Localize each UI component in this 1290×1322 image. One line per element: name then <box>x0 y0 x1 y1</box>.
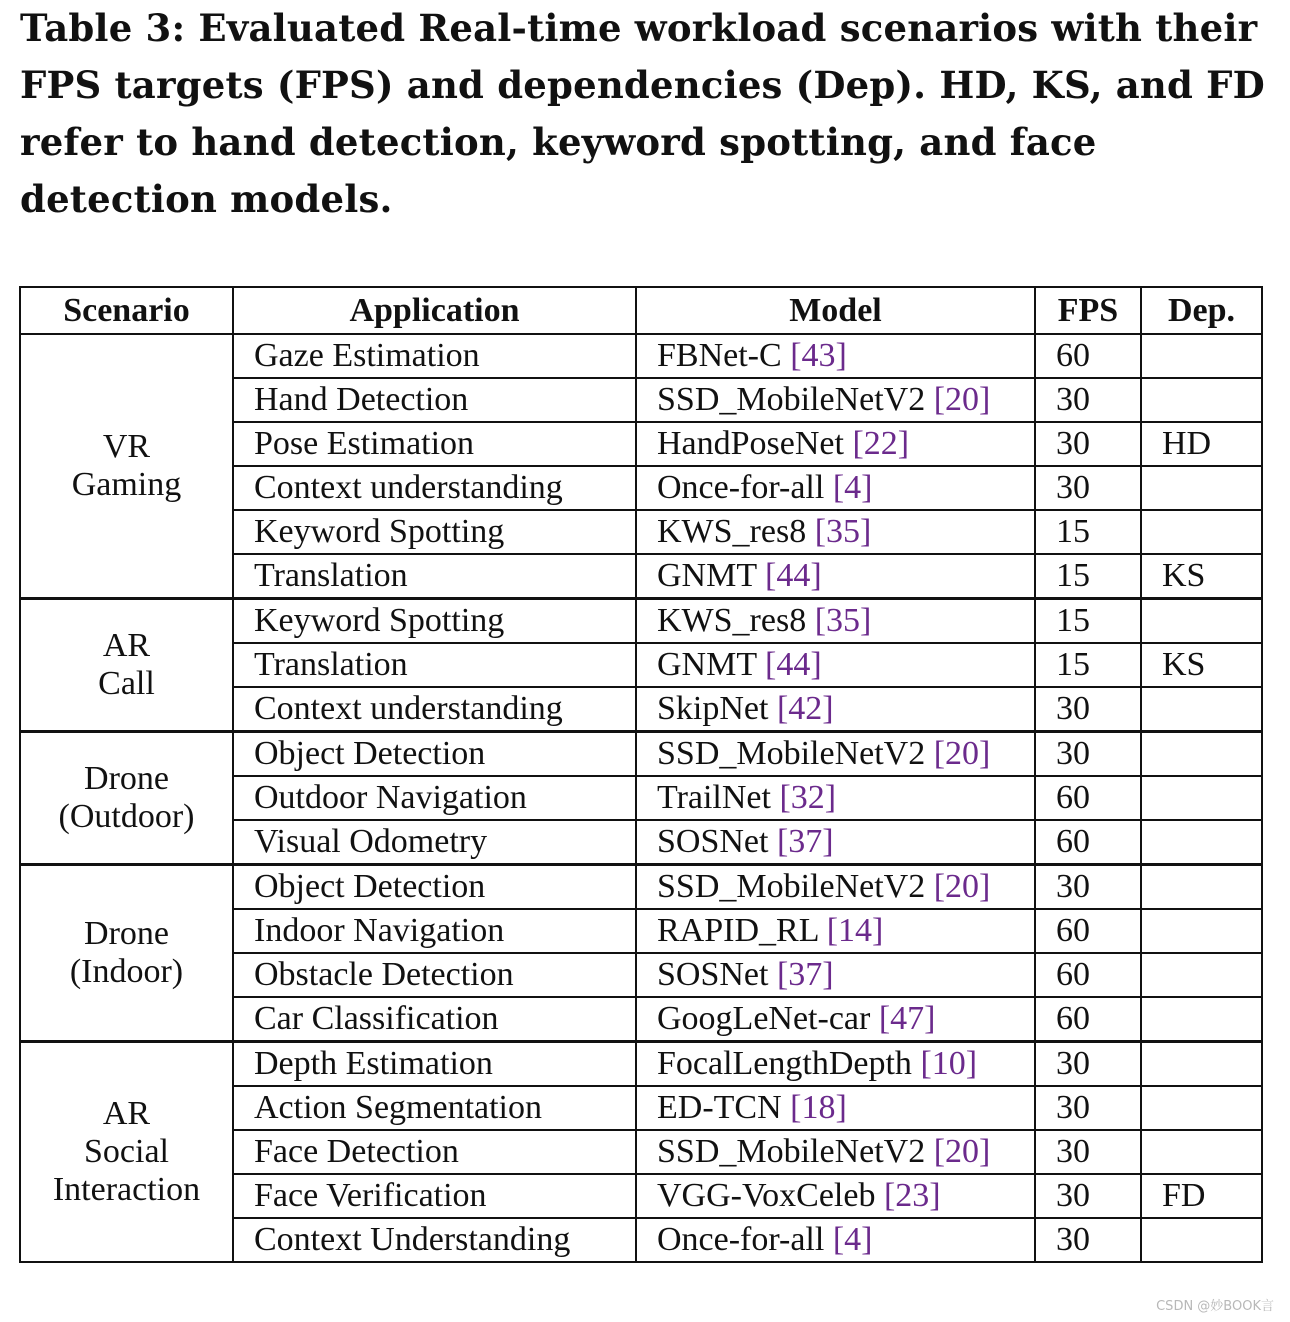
scenario-line: Interaction <box>52 1171 201 1208</box>
model-name: SSD_MobileNetV2 <box>657 1133 926 1170</box>
table-row <box>20 334 1262 378</box>
header-row <box>20 287 1262 334</box>
fps-cell: 60 <box>1035 334 1141 378</box>
scenario-line: (Outdoor) <box>58 798 195 835</box>
fps-cell: 30 <box>1035 378 1141 422</box>
dep-cell <box>1141 378 1262 422</box>
scenario-line: Social <box>84 1133 169 1170</box>
fps-cell: 30 <box>1035 1218 1141 1262</box>
scenario-line: Drone <box>84 760 169 797</box>
citation-link[interactable]: [20] <box>933 381 991 418</box>
fps-cell: 30 <box>1035 865 1141 910</box>
application-cell: Keyword Spotting <box>233 599 636 644</box>
application-cell: Outdoor Navigation <box>233 776 636 820</box>
model-name: GNMT <box>657 646 757 683</box>
model-name: ED-TCN <box>657 1089 782 1126</box>
dep-cell <box>1141 732 1262 777</box>
model-cell <box>636 820 1035 865</box>
model-cell <box>636 378 1035 422</box>
table-row <box>20 732 1262 777</box>
dep-cell <box>1141 334 1262 378</box>
model-cell <box>636 1042 1035 1087</box>
scenario-cell <box>20 1042 233 1263</box>
citation-link[interactable]: [32] <box>779 779 837 816</box>
fps-cell: 60 <box>1035 776 1141 820</box>
application-cell: Obstacle Detection <box>233 953 636 997</box>
fps-cell: 15 <box>1035 599 1141 644</box>
application-cell: Face Verification <box>233 1174 636 1218</box>
model-name: SSD_MobileNetV2 <box>657 735 926 772</box>
citation-link[interactable]: [37] <box>776 956 834 993</box>
table-row <box>20 599 1262 644</box>
model-name: FBNet-C <box>657 337 782 374</box>
header-model: Model <box>636 287 1035 334</box>
model-name: TrailNet <box>657 779 771 816</box>
citation-link[interactable]: [37] <box>776 823 834 860</box>
model-name: RAPID_RL <box>657 912 819 949</box>
fps-cell: 30 <box>1035 1174 1141 1218</box>
model-cell <box>636 334 1035 378</box>
header-scenario: Scenario <box>20 287 233 334</box>
dep-cell <box>1141 687 1262 732</box>
citation-link[interactable]: [23] <box>883 1177 941 1214</box>
dep-cell: FD <box>1141 1174 1262 1218</box>
header-dep: Dep. <box>1141 287 1262 334</box>
dep-cell <box>1141 865 1262 910</box>
fps-cell: 60 <box>1035 953 1141 997</box>
fps-cell: 30 <box>1035 1130 1141 1174</box>
citation-link[interactable]: [18] <box>790 1089 847 1126</box>
table-row <box>20 865 1262 910</box>
model-name: HandPoseNet <box>657 425 844 462</box>
application-cell: Pose Estimation <box>233 422 636 466</box>
citation-link[interactable]: [20] <box>933 735 991 772</box>
application-cell: Keyword Spotting <box>233 510 636 554</box>
model-cell <box>636 865 1035 910</box>
model-name: KWS_res8 <box>657 513 807 550</box>
dep-cell: KS <box>1141 554 1262 599</box>
application-cell: Action Segmentation <box>233 1086 636 1130</box>
scenario-line: (Indoor) <box>69 953 184 990</box>
model-cell <box>636 1086 1035 1130</box>
scenario-line: Gaming <box>71 466 182 503</box>
model-cell <box>636 997 1035 1042</box>
application-cell: Context understanding <box>233 687 636 732</box>
dep-cell <box>1141 953 1262 997</box>
model-name: SOSNet <box>657 956 769 993</box>
model-cell <box>636 643 1035 687</box>
fps-cell: 60 <box>1035 820 1141 865</box>
model-name: GoogLeNet-car <box>657 1000 871 1037</box>
fps-cell: 30 <box>1035 422 1141 466</box>
dep-cell <box>1141 1130 1262 1174</box>
scenario-line: AR <box>102 627 151 664</box>
fps-cell: 30 <box>1035 687 1141 732</box>
scenario-cell <box>20 599 233 732</box>
application-cell: Context Understanding <box>233 1218 636 1262</box>
workload-table <box>19 286 1263 1263</box>
citation-link[interactable]: [22] <box>852 425 910 462</box>
citation-link[interactable]: [20] <box>933 1133 991 1170</box>
model-cell <box>636 776 1035 820</box>
model-cell <box>636 422 1035 466</box>
application-cell: Car Classification <box>233 997 636 1042</box>
model-cell <box>636 732 1035 777</box>
model-name: SSD_MobileNetV2 <box>657 868 926 905</box>
scenario-line: VR <box>102 428 151 465</box>
watermark: CSDN @妙BOOK言 <box>1156 1299 1274 1314</box>
application-cell: Visual Odometry <box>233 820 636 865</box>
dep-cell: KS <box>1141 643 1262 687</box>
model-name: VGG-VoxCeleb <box>657 1177 876 1214</box>
application-cell: Translation <box>233 554 636 599</box>
header-application: Application <box>233 287 636 334</box>
fps-cell: 15 <box>1035 554 1141 599</box>
table-caption: Table 3: Evaluated Real-time workload scenarios with their FPS targets (FPS) and dependencies (Dep). HD, KS, and FD refer to hand detection, keyword spotting, and face detection models. <box>20 6 1265 221</box>
dep-cell <box>1141 997 1262 1042</box>
fps-cell: 30 <box>1035 732 1141 777</box>
table-body <box>20 334 1262 1262</box>
dep-cell <box>1141 1042 1262 1087</box>
application-cell: Context understanding <box>233 466 636 510</box>
citation-link[interactable]: [47] <box>878 1000 936 1037</box>
fps-cell: 60 <box>1035 997 1141 1042</box>
citation-link[interactable]: [20] <box>933 868 991 905</box>
fps-cell: 30 <box>1035 466 1141 510</box>
citation-link[interactable]: [42] <box>776 690 834 727</box>
citation-link[interactable]: [43] <box>790 337 847 374</box>
model-name: GNMT <box>657 557 757 594</box>
dep-cell <box>1141 1086 1262 1130</box>
dep-cell <box>1141 1218 1262 1262</box>
model-name: KWS_res8 <box>657 602 807 639</box>
citation-link[interactable]: [35] <box>814 513 872 550</box>
model-cell <box>636 1174 1035 1218</box>
dep-cell <box>1141 909 1262 953</box>
fps-cell: 15 <box>1035 510 1141 554</box>
application-cell: Translation <box>233 643 636 687</box>
citation-link[interactable]: [44] <box>765 557 822 594</box>
model-cell <box>636 909 1035 953</box>
citation-link[interactable]: [44] <box>765 646 822 683</box>
fps-cell: 30 <box>1035 1086 1141 1130</box>
application-cell: Object Detection <box>233 865 636 910</box>
model-cell <box>636 1218 1035 1262</box>
dep-cell <box>1141 599 1262 644</box>
scenario-cell <box>20 732 233 865</box>
fps-cell: 30 <box>1035 1042 1141 1087</box>
application-cell: Depth Estimation <box>233 1042 636 1087</box>
model-name: SSD_MobileNetV2 <box>657 381 926 418</box>
model-name: Once-for-all <box>657 469 825 506</box>
application-cell: Gaze Estimation <box>233 334 636 378</box>
application-cell: Hand Detection <box>233 378 636 422</box>
dep-cell: HD <box>1141 422 1262 466</box>
citation-link[interactable]: [4] <box>832 1221 873 1258</box>
header-fps: FPS <box>1035 287 1141 334</box>
model-cell <box>636 599 1035 644</box>
model-cell <box>636 687 1035 732</box>
model-name: SkipNet <box>657 690 769 727</box>
citation-link[interactable]: [4] <box>832 469 873 506</box>
application-cell: Object Detection <box>233 732 636 777</box>
model-name: SOSNet <box>657 823 769 860</box>
dep-cell <box>1141 466 1262 510</box>
scenario-line: Call <box>98 665 155 702</box>
model-cell <box>636 953 1035 997</box>
model-name: Once-for-all <box>657 1221 825 1258</box>
citation-link[interactable]: [35] <box>814 602 872 639</box>
dep-cell <box>1141 776 1262 820</box>
model-cell <box>636 1130 1035 1174</box>
scenario-cell <box>20 865 233 1042</box>
citation-link[interactable]: [14] <box>826 912 884 949</box>
scenario-line: Drone <box>84 915 169 952</box>
model-name: FocalLengthDepth <box>657 1045 912 1082</box>
model-cell <box>636 466 1035 510</box>
application-cell: Indoor Navigation <box>233 909 636 953</box>
scenario-line: AR <box>102 1095 151 1132</box>
fps-cell: 60 <box>1035 909 1141 953</box>
fps-cell: 15 <box>1035 643 1141 687</box>
dep-cell <box>1141 510 1262 554</box>
model-cell <box>636 554 1035 599</box>
model-cell <box>636 510 1035 554</box>
dep-cell <box>1141 820 1262 865</box>
application-cell: Face Detection <box>233 1130 636 1174</box>
table-row <box>20 1042 1262 1087</box>
citation-link[interactable]: [10] <box>920 1045 978 1082</box>
scenario-cell <box>20 334 233 599</box>
